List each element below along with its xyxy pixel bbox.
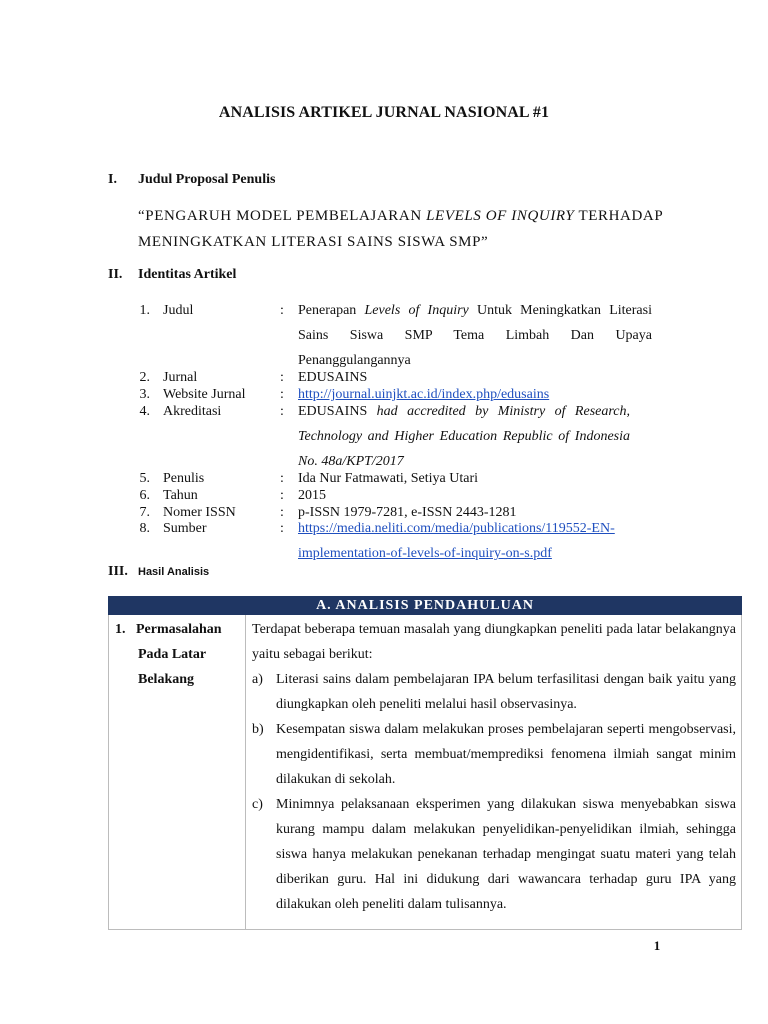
row-label-line2: Pada Latar: [138, 647, 207, 662]
table-header: A. ANALISIS PENDAHULUAN: [109, 597, 742, 615]
judul-value-post: Untuk Meningkatkan Literasi Sains Siswa SMP Tema Limbah Dan Upaya Penanggulangannya: [298, 303, 652, 368]
id-label-jurnal: Jurnal: [163, 370, 198, 385]
id-colon-akreditasi: :: [280, 404, 284, 419]
id-num-website: 3.: [139, 387, 150, 402]
id-value-tahun: 2015: [298, 488, 326, 503]
id-label-judul: Judul: [163, 303, 194, 318]
table-row: [109, 615, 742, 930]
id-num-issn: 7.: [139, 505, 150, 520]
section-3-number: III.: [108, 564, 128, 579]
row-label-line1: [115, 617, 222, 642]
list-item-text: Literasi sains dalam pembelajaran IPA belum terfasilitasi dengan baik yaitu yang diungkapkan oleh peneliti melalui hasil observasinya.: [276, 672, 736, 712]
id-label-penulis: Penulis: [163, 471, 205, 486]
list-marker: a): [252, 672, 263, 687]
id-colon-issn: :: [280, 505, 284, 520]
page-number: 1: [653, 938, 661, 953]
judul-value-pre: Penerapan: [298, 303, 365, 318]
id-num-tahun: 6.: [139, 488, 150, 503]
section-2-title: Identitas Artikel: [138, 267, 237, 282]
id-colon-judul: :: [280, 303, 284, 318]
id-colon-penulis: :: [280, 471, 284, 486]
id-num-judul: 1.: [139, 303, 150, 318]
list-marker: b): [252, 722, 264, 737]
row-label-cell: [109, 615, 246, 930]
id-label-website: Website Jurnal: [163, 387, 246, 402]
section-1-number: I.: [108, 172, 117, 187]
id-colon-tahun: :: [280, 488, 284, 503]
sumber-link-line2[interactable]: implementation-of-levels-of-inquiry-on-s.pdf: [298, 546, 552, 561]
section-1-title: Judul Proposal Penulis: [138, 172, 276, 187]
id-value-akreditasi: [298, 399, 630, 474]
list-item-text: Minimnya pelaksanaan eksperimen yang dilakukan siswa menyebabkan siswa kurang mampu dalam melakukan penyelidikan-penyelidikan ilmiah, sehingga siswa hanya melakukan penekanan terhadap mengingat suatu materi yang telah diberikan guru. Hal ini didukung dari wawancara terhadap guru IPA yang dilakukan oleh peneliti dalam tulisannya.: [276, 797, 736, 912]
list-marker: c): [252, 797, 263, 812]
row-label-text1: Permasalahan: [136, 622, 222, 637]
id-label-akreditasi: Akreditasi: [163, 404, 222, 419]
proposal-title-quote: [138, 203, 678, 255]
website-link[interactable]: http://journal.uinjkt.ac.id/index.php/edusains: [298, 387, 550, 402]
row-intro: Terdapat beberapa temuan masalah yang diungkapkan peneliti pada latar belakangnya yaitu sebagai berikut:: [252, 622, 736, 662]
sumber-link-line1[interactable]: https://media.neliti.com/media/publications/119552-EN-: [298, 521, 615, 536]
id-num-penulis: 5.: [139, 471, 150, 486]
id-label-issn: Nomer ISSN: [163, 505, 236, 520]
id-label-tahun: Tahun: [163, 488, 198, 503]
quote-line1-pre: “PENGARUH MODEL PEMBELAJARAN: [138, 208, 427, 224]
quote-line1-em: LEVELS OF INQUIRY: [426, 208, 575, 224]
id-colon-website: :: [280, 387, 284, 402]
row-label-line3: Belakang: [138, 672, 195, 687]
id-value-jurnal: EDUSAINS: [298, 370, 368, 385]
list-item: [252, 717, 736, 792]
list-item-text: Kesempatan siswa dalam melakukan proses pembelajaran seperti mengobservasi, mengidentifikasi, serta membuat/memprediksi fenomena ilmiah sangat minim dilakukan di sekolah.: [276, 722, 736, 787]
list-item: [252, 792, 736, 917]
document-title: ANALISIS ARTIKEL JURNAL NASIONAL #1: [218, 104, 550, 121]
row-content: [252, 617, 736, 917]
id-value-penulis: Ida Nur Fatmawati, Setiya Utari: [298, 471, 479, 486]
id-colon-jurnal: :: [280, 370, 284, 385]
id-colon-sumber: :: [280, 521, 284, 536]
akreditasi-value-pre: EDUSAINS: [298, 404, 377, 419]
id-value-judul: [298, 298, 652, 373]
id-num-sumber: 8.: [139, 521, 150, 536]
analysis-table: [108, 596, 742, 930]
id-num-jurnal: 2.: [139, 370, 150, 385]
section-2-number: II.: [108, 267, 123, 282]
row-number: 1.: [115, 622, 126, 637]
id-num-akreditasi: 4.: [139, 404, 150, 419]
id-label-sumber: Sumber: [163, 521, 207, 536]
judul-value-em: Levels of Inquiry: [364, 303, 469, 318]
quote-line1-post: TERHADAP: [574, 208, 664, 224]
akreditasi-value-em: had accredited by Ministry of Research, Technology and Higher Education Republic of Indonesia No. 48a/KPT/2017: [298, 404, 630, 469]
quote-line2: MENINGKATKAN LITERASI SAINS SISWA SMP”: [138, 234, 489, 250]
row-content-cell: [246, 615, 742, 930]
list-item: [252, 667, 736, 717]
section-3-title: Hasil Analisis: [138, 566, 210, 578]
id-value-issn: p-ISSN 1979-7281, e-ISSN 2443-1281: [298, 505, 517, 520]
row-label: [115, 617, 222, 692]
